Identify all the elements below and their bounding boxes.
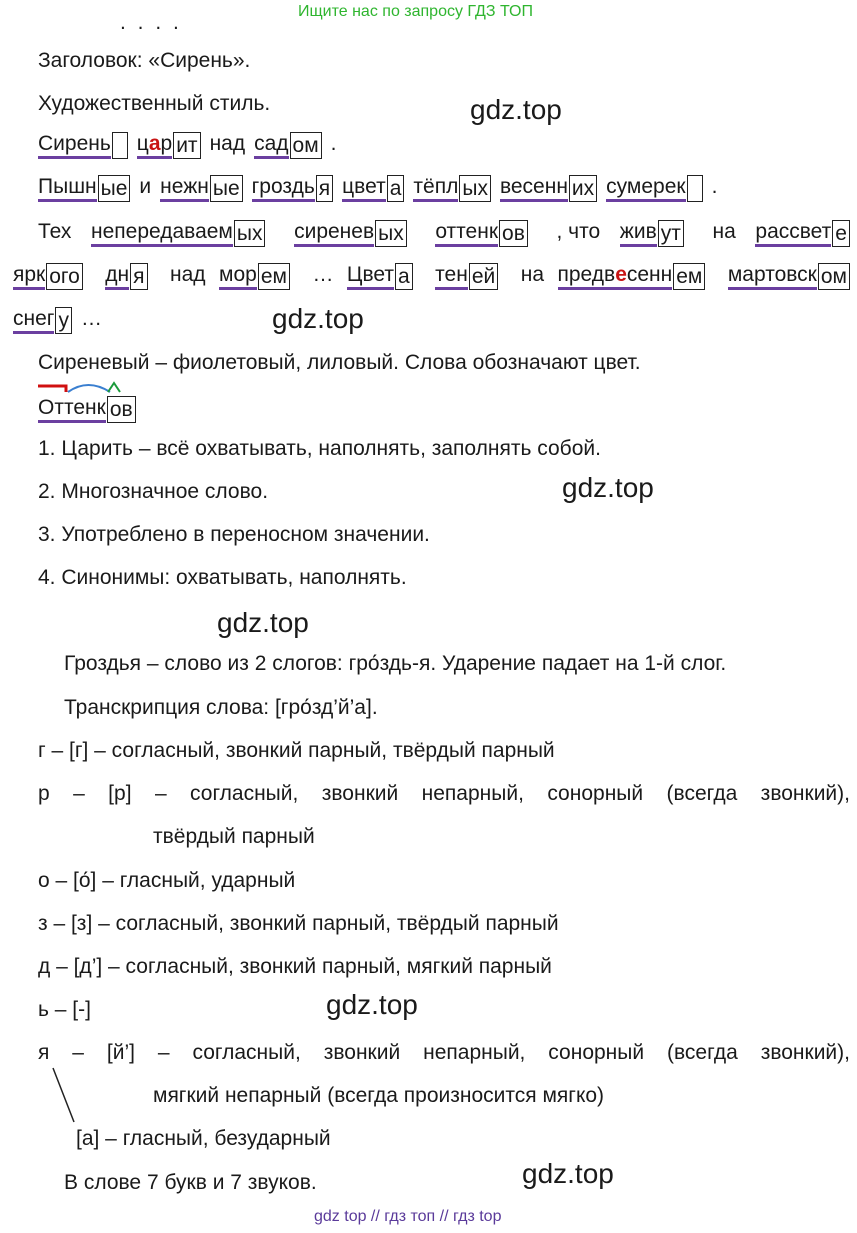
word-martovskom: мартовск ом xyxy=(728,263,850,290)
sound-ya: я – [й’] – согласный, звонкий непарный, сонорный (всегда звонкий), xyxy=(38,1041,850,1064)
style-line: Художественный стиль. xyxy=(38,92,271,115)
list-item: 1. Царить – всё охватывать, наполнять, заполнять собой. xyxy=(38,437,601,460)
watermark: gdz.top xyxy=(272,303,364,334)
top-dots: . . . . xyxy=(120,11,182,34)
sound-g: г – [г] – согласный, звонкий парный, твёрдый парный xyxy=(38,739,555,762)
word-tenej: тен ей xyxy=(435,263,498,290)
sound-d: д – [д’] – согласный, звонкий парный, мягкий парный xyxy=(38,955,552,978)
punct: . xyxy=(330,132,337,156)
punct: . xyxy=(711,175,718,199)
word-grozdja: гроздь я xyxy=(252,175,334,202)
word-sirenevyh: сиренев ых xyxy=(294,220,407,247)
watermark: gdz.top xyxy=(326,989,418,1020)
ellipsis: … xyxy=(80,307,102,331)
title-line: Заголовок: «Сирень». xyxy=(38,49,251,72)
list-item: 4. Синонимы: охватывать, наполнять. xyxy=(38,566,407,589)
word-tsarit: цар ит xyxy=(137,132,201,159)
word-tsveta: цвет а xyxy=(342,175,404,202)
list-item: 3. Употреблено в переносном значении. xyxy=(38,523,430,546)
ellipsis: … xyxy=(312,263,334,287)
sound-r-cont: твёрдый парный xyxy=(153,825,315,848)
word-tsveta-2: Цвет а xyxy=(347,263,413,290)
watermark: gdz.top xyxy=(217,607,309,638)
root-arc xyxy=(68,385,110,392)
transcription: Транскрипция слова: [гро́зд’й’а]. xyxy=(64,696,378,719)
word-dnja: дн я xyxy=(105,263,147,290)
word-predvesennem: предвесенн ем xyxy=(558,263,706,290)
word-ottenkov: оттенк ов xyxy=(435,220,528,247)
watermark: gdz.top xyxy=(470,94,562,125)
summary: В слове 7 букв и 7 звуков. xyxy=(64,1171,317,1194)
sentence-3-line-2 xyxy=(13,263,850,290)
sound-z: з – [з] – согласный, звонкий парный, твёрдый парный xyxy=(38,912,559,935)
word-sumerek: сумерек xyxy=(606,175,702,202)
prefix-mark xyxy=(38,386,66,392)
word-pyshnye: Пышн ые xyxy=(38,175,130,202)
word-sirenj: Сирень xyxy=(38,132,128,159)
sound-soft-sign: ь – [-] xyxy=(38,998,91,1021)
sound-r: р – [р] – согласный, звонкий непарный, сонорный (всегда звонкий), xyxy=(38,782,850,805)
sound-ya-cont: мягкий непарный (всегда произносится мягко) xyxy=(153,1084,605,1107)
word-na-2: на xyxy=(520,263,545,287)
word-zhivut: жив ут xyxy=(620,220,684,247)
ya-branch-line xyxy=(50,1066,80,1126)
word-rassvete: рассвет е xyxy=(755,220,850,247)
morpheme-marks xyxy=(36,378,126,396)
phonetics-intro: Гроздья – слово из 2 слогов: гро́здь-я. Ударение падает на 1-й слог. xyxy=(64,652,727,675)
sound-o: о – [о́] – гласный, ударный xyxy=(38,869,296,892)
word-morem: мор ем xyxy=(219,263,290,290)
suffix-mark xyxy=(108,383,120,392)
sentence-3-line-1 xyxy=(38,220,850,247)
definition-line: Сиреневый – фиолетовый, лиловый. Слова обозначают цвет. xyxy=(38,351,641,374)
word-nezhnye: нежн ые xyxy=(160,175,242,202)
sentence-2 xyxy=(38,175,717,202)
word-na: на xyxy=(712,220,736,244)
ending-box xyxy=(112,132,128,159)
word-teplyh: тёпл ых xyxy=(413,175,491,202)
top-banner[interactable]: Ищите нас по запросу ГДЗ ТОП xyxy=(298,3,533,20)
word-nad-2: над xyxy=(170,263,206,287)
list-item: 2. Многозначное слово. xyxy=(38,480,269,503)
word-teh: Тех xyxy=(38,220,72,244)
word-nad: над xyxy=(209,132,246,156)
word-vesennih: весенн их xyxy=(500,175,597,202)
watermark: gdz.top xyxy=(522,1158,614,1189)
word-snegu: снег у xyxy=(13,307,72,334)
word-chto: , что xyxy=(556,220,601,244)
word-jarkogo: ярк ого xyxy=(13,263,83,290)
sentence-3-line-3 xyxy=(13,307,102,334)
sound-a: [а] – гласный, безударный xyxy=(76,1127,331,1150)
morph-word: Оттенк ов xyxy=(38,396,145,423)
word-sadom: сад ом xyxy=(254,132,322,159)
sentence-1 xyxy=(38,132,337,159)
word-i: и xyxy=(139,175,152,199)
word-neperedavaemyh: непередаваем ых xyxy=(91,220,265,247)
watermark: gdz.top xyxy=(562,472,654,503)
footer-links[interactable]: gdz top // гдз топ // гдз top xyxy=(314,1208,502,1225)
